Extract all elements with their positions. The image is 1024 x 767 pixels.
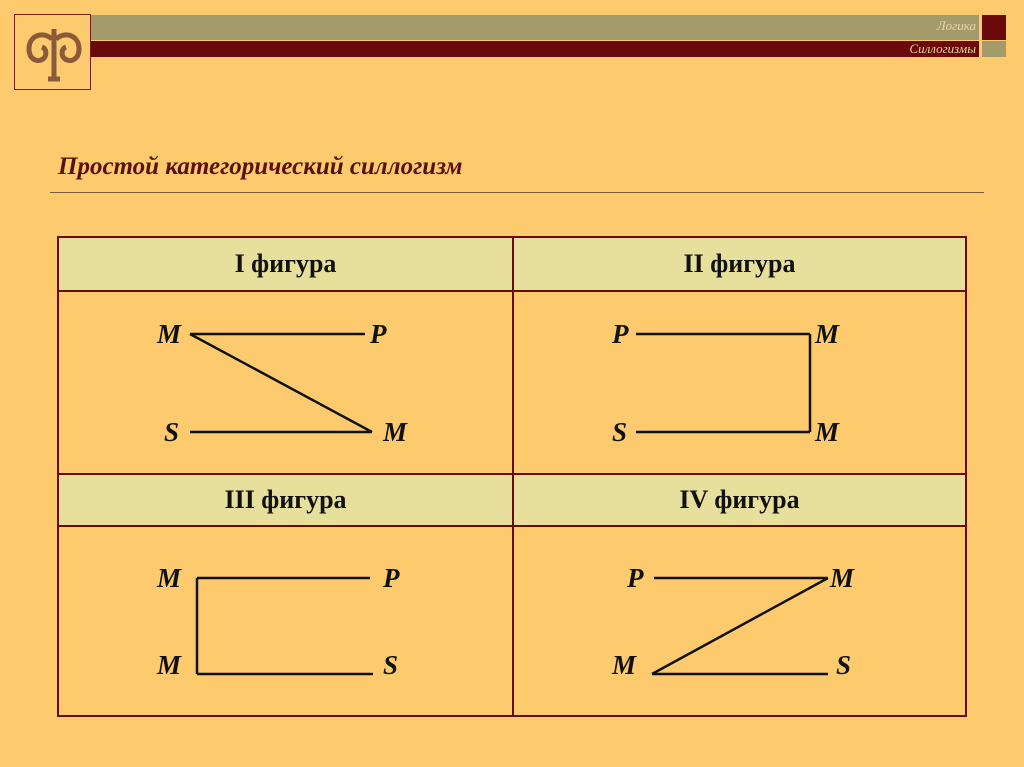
figure-1-heading: I фигура bbox=[59, 238, 512, 290]
fig4-bottom-right-label: S bbox=[836, 650, 852, 680]
header-topic: Силлогизмы bbox=[909, 41, 976, 56]
fig2-bottom-left-label: S bbox=[612, 417, 628, 447]
fig3-top-right-label: P bbox=[383, 563, 400, 593]
fig2-top-right-label: M bbox=[815, 319, 840, 349]
fig4-diagonal bbox=[652, 578, 828, 674]
fig3-bottom-left-label: M bbox=[157, 650, 182, 680]
fig1-diagonal bbox=[190, 334, 372, 432]
fig1-bottom-left-label: S bbox=[164, 417, 180, 447]
figure-3-heading: III фигура bbox=[59, 475, 512, 525]
fig2-bottom-right-label: M bbox=[815, 417, 840, 447]
fig3-top-left-label: M bbox=[157, 563, 182, 593]
fig2-top-left-label: P bbox=[612, 319, 629, 349]
figure-4-heading: IV фигура bbox=[514, 475, 965, 525]
figure-2-heading: II фигура bbox=[514, 238, 965, 290]
fig1-top-right-label: P bbox=[370, 319, 387, 349]
fig1-top-left-label: M bbox=[157, 319, 182, 349]
fig1-bottom-right-label: M bbox=[383, 417, 408, 447]
fig4-top-right-label: M bbox=[830, 563, 855, 593]
fig3-bottom-right-label: S bbox=[383, 650, 399, 680]
header-subject: Логика bbox=[936, 18, 976, 33]
fig4-top-left-label: P bbox=[627, 563, 644, 593]
slide-title: Простой категорический силлогизм bbox=[58, 153, 463, 180]
fig4-bottom-left-label: M bbox=[612, 650, 637, 680]
